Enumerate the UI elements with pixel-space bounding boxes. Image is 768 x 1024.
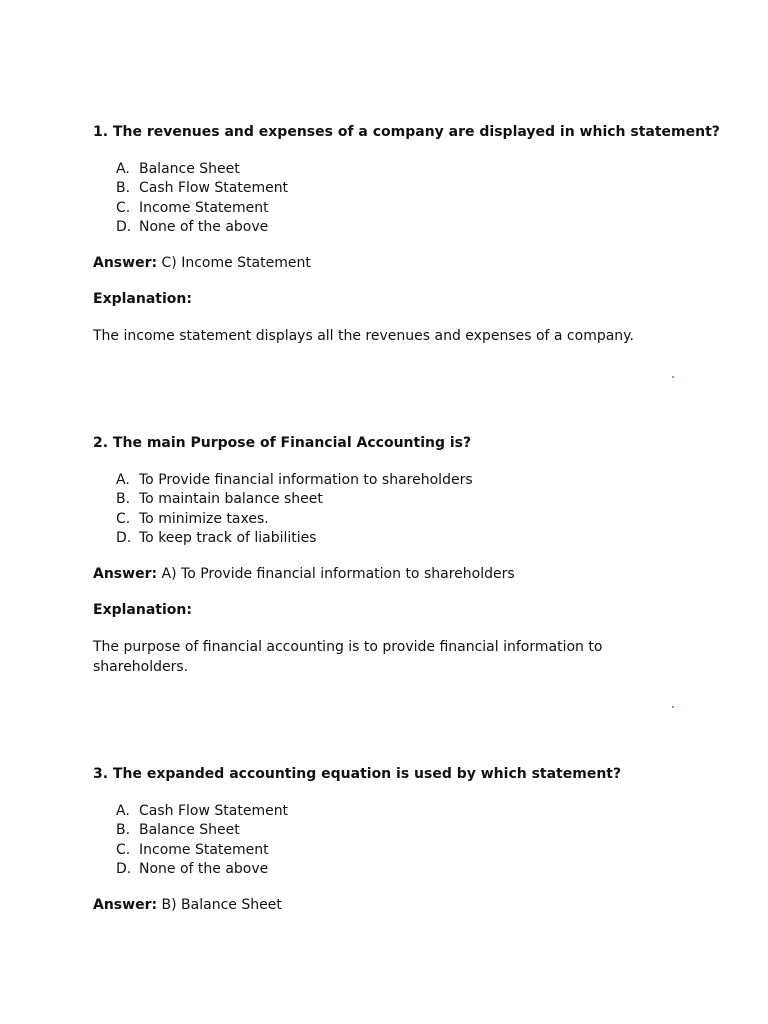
option-letter: A. — [116, 472, 130, 488]
option-letter: A. — [116, 161, 130, 177]
option-text: Balance Sheet — [139, 822, 240, 839]
question-title: 3. The expanded accounting equation is used by which statement? — [93, 766, 622, 782]
option-text: Income Statement — [139, 841, 269, 858]
option-letter: A. — [116, 803, 130, 819]
option-c — [116, 841, 693, 860]
option-letter: B. — [116, 491, 131, 508]
question-3 — [93, 765, 693, 915]
option-c — [116, 199, 693, 218]
options-list — [93, 160, 693, 237]
option-text: None of the above — [139, 860, 269, 877]
option-letter: C. — [116, 510, 131, 527]
option-d — [116, 860, 693, 879]
option-b — [116, 821, 693, 840]
explanation-text: The purpose of financial accounting is to provide financial information to shareholders. — [93, 639, 603, 676]
question-2 — [93, 434, 693, 677]
explanation-text: The income statement displays all the revenues and expenses of a company. — [93, 328, 634, 345]
answer-line — [93, 896, 693, 915]
option-a — [116, 802, 693, 821]
answer-line — [93, 254, 693, 273]
option-b — [116, 490, 693, 509]
answer-label: Answer: — [93, 255, 158, 272]
explanation-heading: Explanation: — [93, 291, 192, 308]
option-letter: D. — [116, 529, 132, 546]
option-a — [116, 160, 693, 179]
option-letter: C. — [116, 199, 131, 216]
option-letter: C. — [116, 841, 131, 858]
option-a — [116, 471, 693, 490]
answer-text: A) To Provide financial information to shareholders — [161, 566, 515, 583]
answer-line — [93, 565, 693, 584]
options-list — [93, 802, 693, 879]
option-c — [116, 510, 693, 529]
option-text: None of the above — [139, 218, 269, 235]
explanation-heading: Explanation: — [93, 602, 192, 619]
option-text: To minimize taxes. — [139, 510, 269, 527]
answer-text: B) Balance Sheet — [161, 897, 282, 914]
option-text: Cash Flow Statement — [139, 180, 289, 197]
answer-label: Answer: — [93, 566, 158, 583]
option-text: Cash Flow Statement — [139, 803, 289, 819]
option-text: To keep track of liabilities — [139, 529, 317, 546]
option-b — [116, 179, 693, 198]
option-d — [116, 529, 693, 548]
answer-label: Answer: — [93, 897, 158, 914]
question-title: 2. The main Purpose of Financial Accounting is? — [93, 435, 472, 451]
question-1 — [93, 123, 720, 346]
option-letter: B. — [116, 822, 131, 839]
option-letter: B. — [116, 180, 131, 197]
option-text: To maintain balance sheet — [139, 491, 323, 508]
question-title: 1. The revenues and expenses of a company are displayed in which statement? — [93, 124, 720, 140]
option-d — [116, 218, 693, 237]
options-list — [93, 471, 693, 548]
answer-text: C) Income Statement — [161, 255, 311, 272]
option-letter: D. — [116, 218, 132, 235]
option-text: Income Statement — [139, 199, 269, 216]
marker-dot — [672, 376, 674, 378]
option-letter: D. — [116, 860, 132, 877]
option-text: Balance Sheet — [139, 161, 240, 177]
marker-dot — [672, 706, 674, 708]
option-text: To Provide financial information to shareholders — [139, 472, 473, 488]
